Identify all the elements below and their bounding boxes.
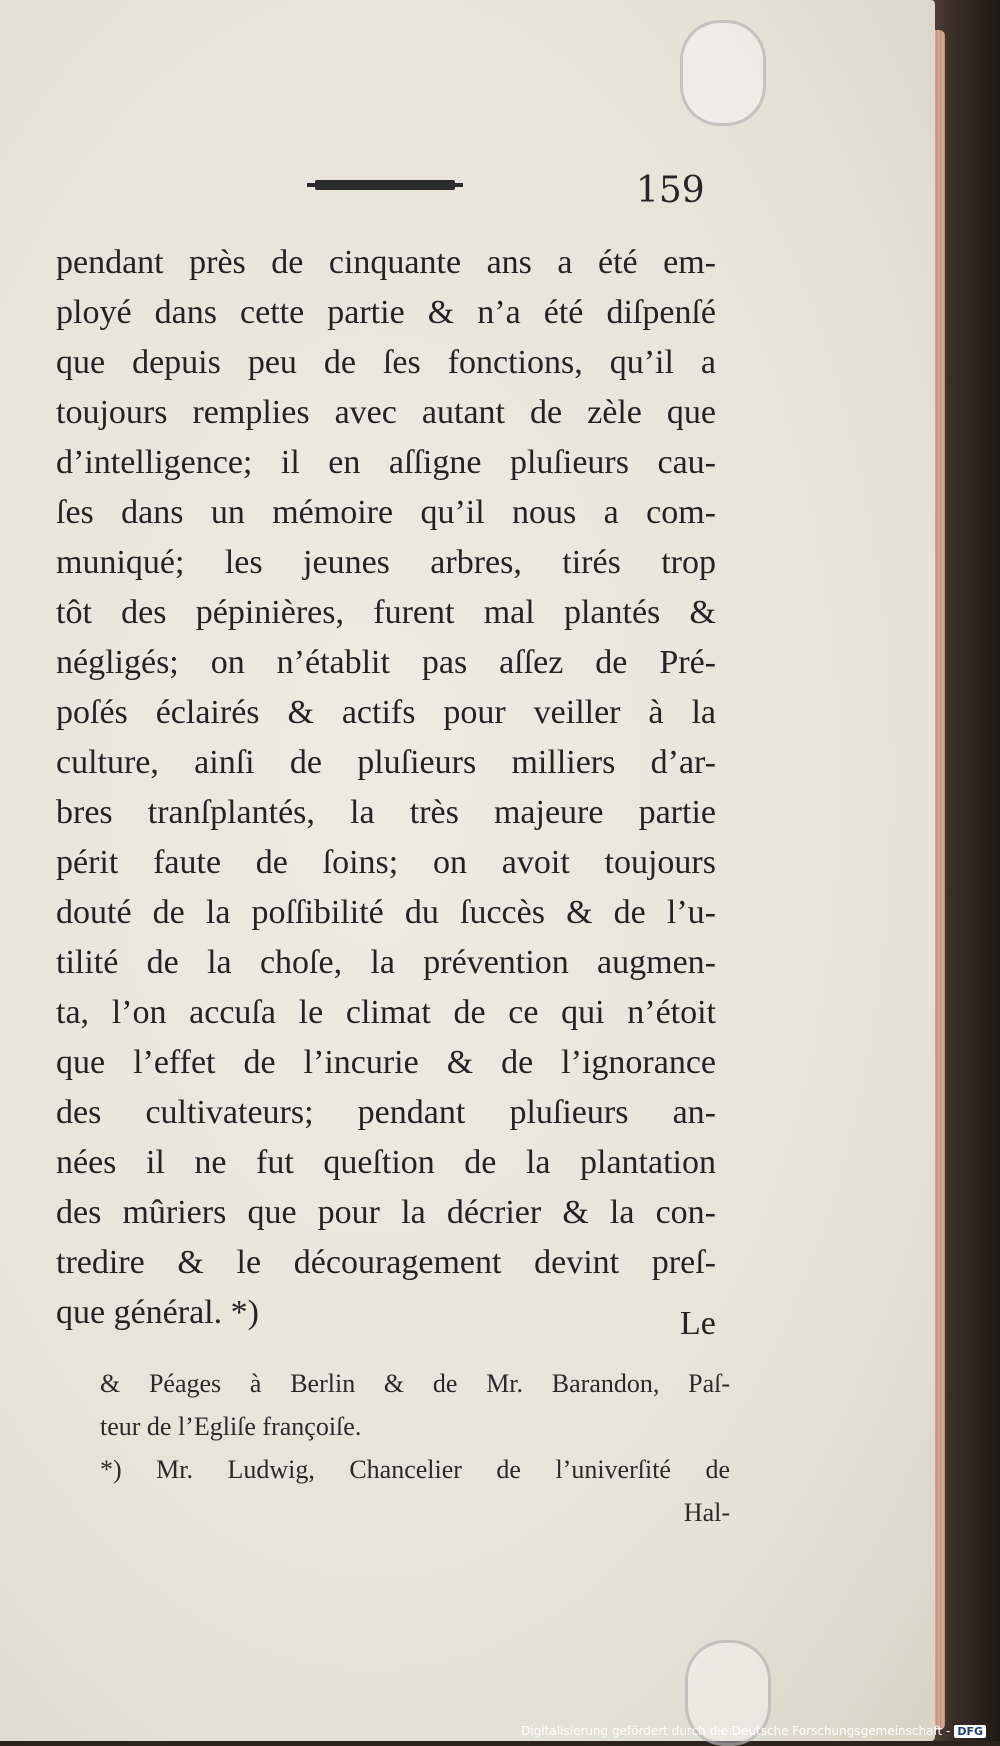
text-line: douté de la poſſibilité du ſuccès & de l’u- [56,894,716,931]
text-line: tredire & le découragement devint preſ- [56,1244,716,1281]
text-line: nées il ne fut queſtion de la plantation [56,1144,716,1181]
text-line: que depuis peu de ſes fonctions, qu’il a [56,344,716,381]
text-line: des cultivateurs; pendant pluſieurs an- [56,1094,716,1131]
text-line: des mûriers que pour la décrier & la con- [56,1194,716,1231]
text-line: pendant près de cinquante ans a été em- [56,244,716,281]
text-line: que l’effet de l’incurie & de l’ignorance [56,1044,716,1081]
text-line: toujours remplies avec autant de zèle que [56,394,716,431]
text-line: périt faute de ſoins; on avoit toujours [56,844,716,881]
dfg-logo: DFG [954,1725,986,1738]
footnote-line: Hal- [683,1498,730,1527]
credit-text: Digitalisierung gefördert durch die Deutsche Forschungsgemeinschaft - [521,1724,951,1738]
digitization-credit [521,1724,986,1738]
text-line: ta, l’on accuſa le climat de ce qui n’étoit [56,994,716,1031]
text-line: d’intelligence; il en aſſigne pluſieurs cau- [56,444,716,481]
text-line: ployé dans cette partie & n’a été diſpenſé [56,294,716,331]
text-line: que général. *) [56,1294,259,1331]
body-text [56,238,716,1338]
footnote-line: teur de l’Egliſe françoiſe. [100,1412,362,1441]
text-line: tôt des pépinières, furent mal plantés & [56,594,716,631]
footnote-line: *) Mr. Ludwig, Chancelier de l’univerſité de [100,1455,730,1484]
text-line: bres tranſplantés, la très majeure partie [56,794,716,831]
page-clip-top [680,20,766,126]
text-line: culture, ainſi de pluſieurs milliers d’ar- [56,744,716,781]
catchword: Le [680,1305,716,1342]
footnote-line: & Péages à Berlin & de Mr. Barandon, Paſ- [100,1369,730,1398]
footnotes [100,1362,730,1534]
text-line: ſes dans un mémoire qu’il nous a com- [56,494,716,531]
text-line: tilité de la choſe, la prévention augmen- [56,944,716,981]
text-line: muniqué; les jeunes arbres, tirés trop [56,544,716,581]
text-line: poſés éclairés & actifs pour veiller à la [56,694,716,731]
text-line: négligés; on n’établit pas aſſez de Pré- [56,644,716,681]
page-number: 159 [636,170,705,211]
header-ornament [315,180,455,190]
